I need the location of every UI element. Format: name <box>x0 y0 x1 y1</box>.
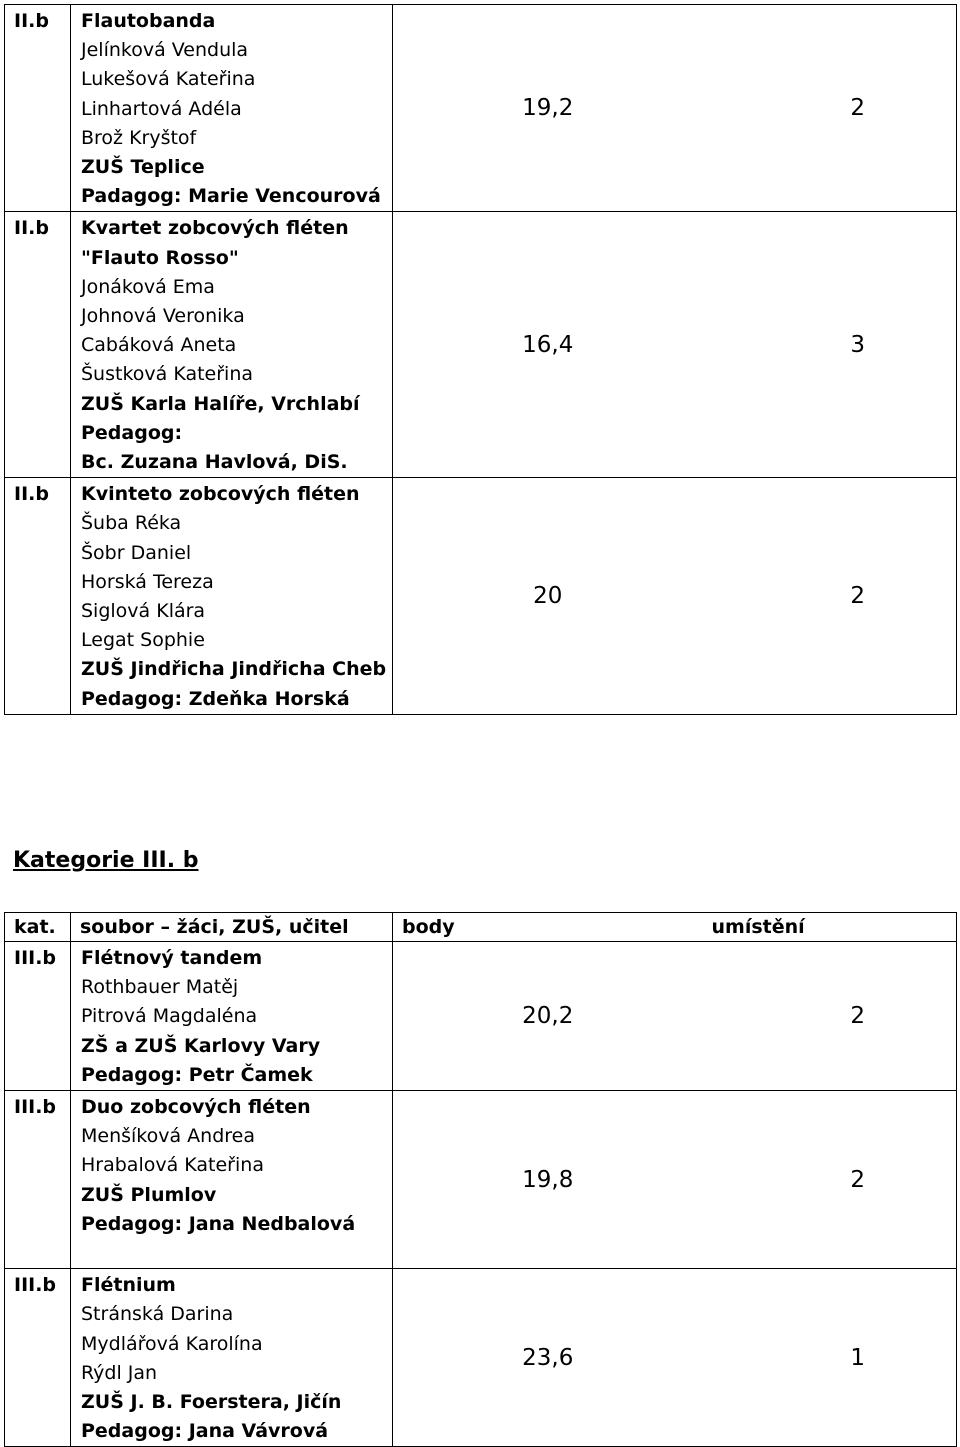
ensemble-line: Šustková Kateřina <box>81 363 254 386</box>
ensemble-line: Brož Kryštof <box>81 126 197 149</box>
ensemble-line: ZUŠ Teplice <box>81 156 205 179</box>
ensemble-line: Padagog: Marie Vencourová <box>81 185 381 208</box>
ensemble-name: Flétnium <box>81 1274 176 1297</box>
ensemble-line: Rýdl Jan <box>81 1361 158 1384</box>
ensemble-line: Stránská Darina <box>81 1303 234 1326</box>
table-row <box>5 212 957 478</box>
ensemble-line: Rothbauer Matěj <box>81 976 239 999</box>
placement-cell: 1 <box>703 1269 957 1447</box>
ensemble-line: Pitrová Magdaléna <box>81 1005 258 1028</box>
ensemble-line: ZUŠ Karla Halíře, Vrchlabí <box>81 392 360 415</box>
ensemble-line <box>81 1239 392 1268</box>
ensemble-cell <box>71 1269 393 1447</box>
ensemble-line: Johnová Veronika <box>81 305 245 328</box>
category-cell: II.b <box>5 5 71 212</box>
ensemble-name: Kvinteto zobcových fléten <box>81 483 360 506</box>
ensemble-line: ZŠ a ZUŠ Karlovy Vary <box>81 1034 321 1057</box>
placement-cell: 2 <box>703 5 957 212</box>
category-heading: Kategorie III. b <box>13 848 199 873</box>
ensemble-line: ZUŠ Jindřicha Jindřicha Cheb <box>81 658 387 681</box>
ensemble-cell <box>71 5 393 212</box>
results-table-body <box>5 913 957 1447</box>
ensemble-line: Pedagog: Zdeňka Horská <box>81 687 350 710</box>
ensemble-name: Flautobanda <box>81 10 216 32</box>
ensemble-line: Pedagog: Jana Nedbalová <box>81 1212 356 1235</box>
points-cell: 20 <box>393 478 703 715</box>
points-cell: 20,2 <box>393 942 703 1091</box>
table-row <box>5 942 957 1091</box>
category-cell: III.b <box>5 1091 71 1269</box>
ensemble-line: Horská Tereza <box>81 570 214 593</box>
table-row <box>5 5 957 212</box>
ensemble-line: ZUŠ J. B. Foerstera, Jičín <box>81 1391 342 1414</box>
ensemble-name: Kvartet zobcových fléten <box>81 217 349 240</box>
ensemble-name: Flétnový tandem <box>81 947 263 969</box>
ensemble-line: Hrabalová Kateřina <box>81 1154 264 1177</box>
ensemble-name: Duo zobcových fléten <box>81 1096 311 1119</box>
ensemble-line: Cabáková Aneta <box>81 334 237 357</box>
table-header-row <box>5 913 957 942</box>
results-table-body <box>5 5 957 715</box>
ensemble-line: Lukešová Kateřina <box>81 68 256 91</box>
ensemble-line: Šuba Réka <box>81 512 182 535</box>
category-cell: III.b <box>5 942 71 1091</box>
placement-cell: 2 <box>703 942 957 1091</box>
table-row <box>5 478 957 715</box>
ensemble-line: Bc. Zuzana Havlová, DiS. <box>81 451 348 474</box>
points-cell: 19,2 <box>393 5 703 212</box>
ensemble-line: Linhartová Adéla <box>81 97 242 120</box>
points-cell: 19,8 <box>393 1091 703 1269</box>
ensemble-cell <box>71 212 393 478</box>
category-cell: II.b <box>5 212 71 478</box>
placement-cell: 2 <box>703 1091 957 1269</box>
category-cell: III.b <box>5 1269 71 1447</box>
placement-cell: 2 <box>703 478 957 715</box>
header-place: umístění <box>703 913 957 942</box>
ensemble-line: Jonáková Ema <box>81 275 215 298</box>
placement-cell: 3 <box>703 212 957 478</box>
ensemble-line: Pedagog: Jana Vávrová <box>81 1420 329 1443</box>
ensemble-line: Pedagog: <box>81 421 183 444</box>
ensemble-cell <box>71 478 393 715</box>
header-kat: kat. <box>5 913 71 942</box>
ensemble-line: Mydlářová Karolína <box>81 1332 263 1355</box>
ensemble-line: Legat Sophie <box>81 629 205 652</box>
results-table-category-2b <box>4 4 957 715</box>
ensemble-line: "Flauto Rosso" <box>81 246 239 269</box>
points-cell: 23,6 <box>393 1269 703 1447</box>
ensemble-line: Šobr Daniel <box>81 541 192 564</box>
table-row <box>5 1091 957 1269</box>
ensemble-cell <box>71 942 393 1091</box>
results-table-category-3b <box>4 912 957 1447</box>
header-body: body <box>393 913 703 942</box>
ensemble-line: Pedagog: Petr Čamek <box>81 1063 313 1086</box>
category-cell: II.b <box>5 478 71 715</box>
ensemble-line: Jelínková Vendula <box>81 39 249 62</box>
ensemble-line: Siglová Klára <box>81 600 206 623</box>
table-row <box>5 1269 957 1447</box>
points-cell: 16,4 <box>393 212 703 478</box>
header-soubor: soubor – žáci, ZUŠ, učitel <box>71 913 393 942</box>
ensemble-cell <box>71 1091 393 1269</box>
ensemble-line: ZUŠ Plumlov <box>81 1183 217 1206</box>
ensemble-line: Menšíková Andrea <box>81 1125 256 1148</box>
